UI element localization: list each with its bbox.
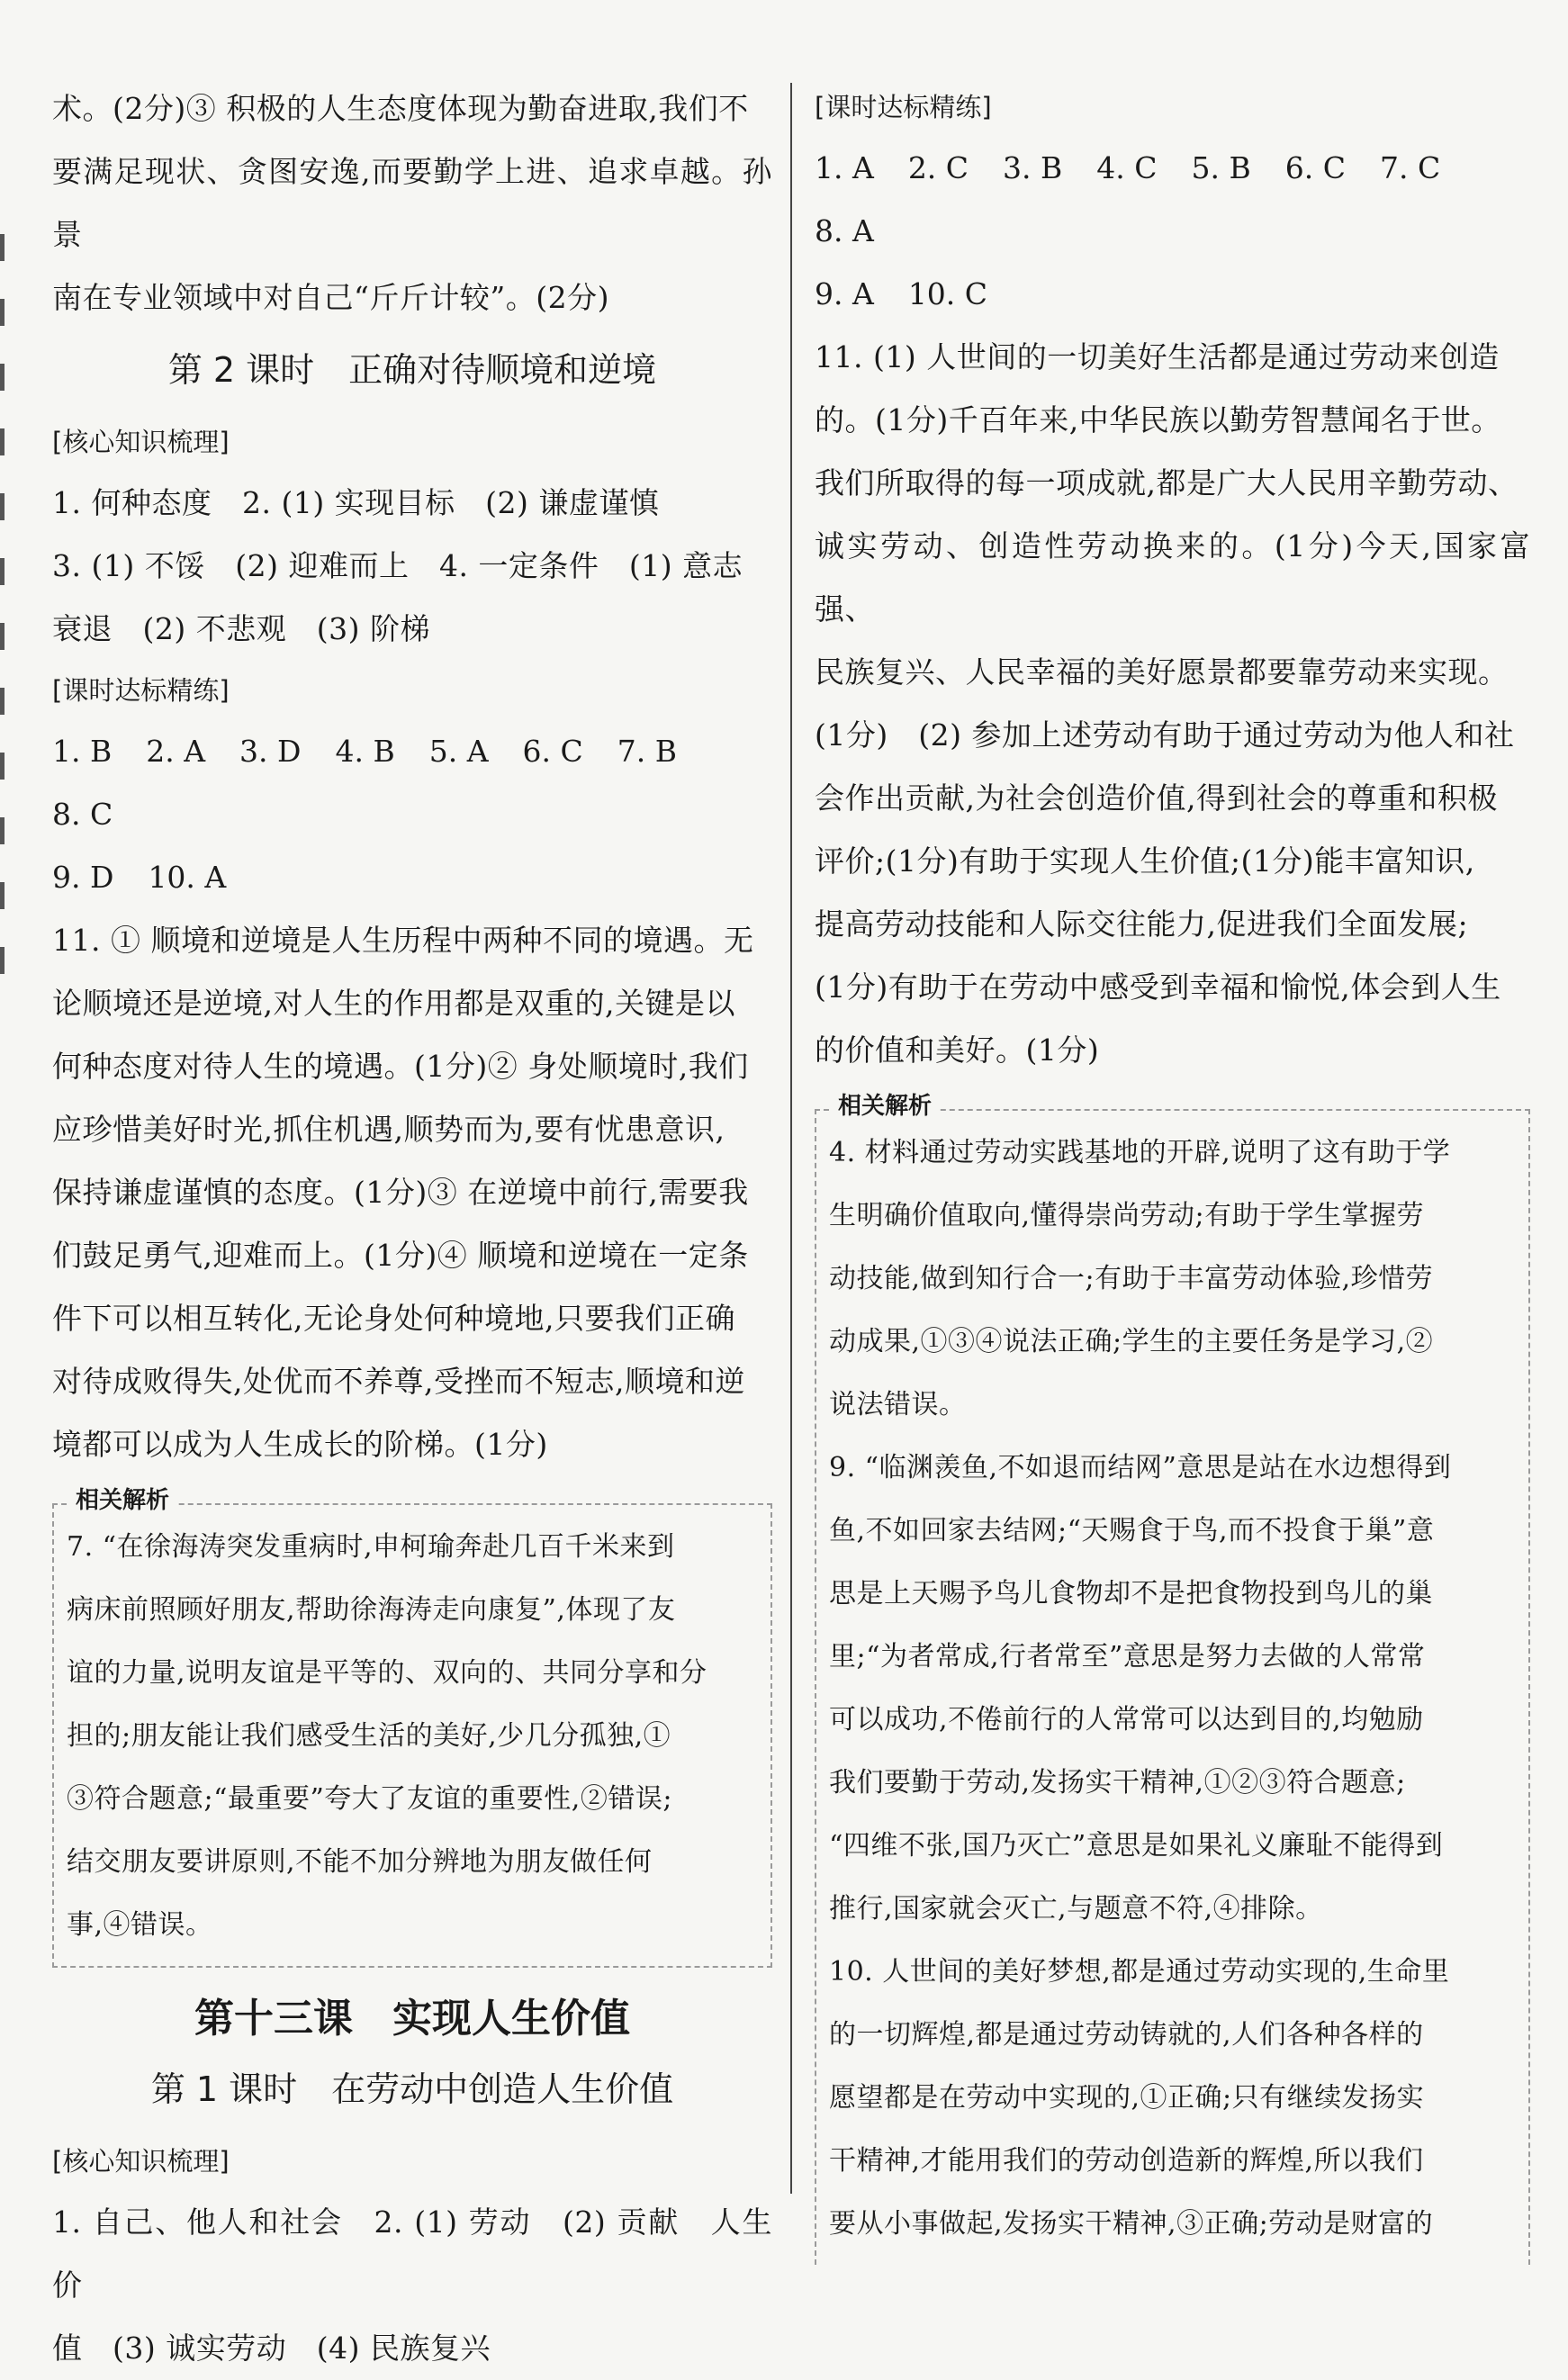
- text-line: 们鼓足勇气,迎难而上。(1分)④ 顺境和逆境在一定条: [52, 1238, 749, 1273]
- choice-answer: 2. C: [907, 150, 969, 185]
- right-column: [815, 77, 1530, 2265]
- analysis-line: 动技能,做到知行合一;有助于丰富劳动体验,珍惜劳: [829, 1263, 1434, 1294]
- intro-paragraph: [52, 77, 772, 329]
- text-line: 衰退 (2) 不悲观 (3) 阶梯: [52, 611, 430, 646]
- text-line: 11. (1) 人世间的一切美好生活都是通过劳动来创造: [815, 339, 1500, 374]
- chapter-title: 第十三课 实现人生价值: [194, 1996, 630, 2042]
- question-11-answer: [52, 909, 772, 1476]
- text-line: 的。(1分)千百年来,中华民族以勤劳智慧闻名于世。: [815, 402, 1501, 437]
- choice-answer: 2. A: [146, 734, 206, 769]
- choice-answer: 8. C: [52, 797, 113, 832]
- analysis-line: 事,④错误。: [67, 1909, 213, 1941]
- choice-answers-row: [815, 263, 1530, 326]
- text-line: 1. 何种态度 2. (1) 实现目标 (2) 谦虚谨慎: [52, 485, 660, 520]
- text-line: 境都可以成为人生成长的阶梯。(1分): [52, 1427, 548, 1462]
- analysis-line: “四维不张,国乃灭亡”意思是如果礼义廉耻不能得到: [829, 1830, 1444, 1862]
- choice-answer: 5. A: [428, 734, 489, 769]
- choice-answer: 6. C: [1284, 150, 1346, 185]
- text-line: 对待成败得失,处优而不养尊,受挫而不短志,顺境和逆: [52, 1364, 745, 1399]
- analysis-line: ③符合题意;“最重要”夸大了友谊的重要性,②错误;: [67, 1783, 672, 1815]
- choice-answer: 1. B: [52, 734, 113, 769]
- text-line: 1. 自己、他人和社会 2. (1) 劳动 (2) 贡献 人生价: [52, 2204, 772, 2303]
- question-11-answer: [815, 326, 1530, 1082]
- analysis-line: 干精神,才能用我们的劳动创造新的辉煌,所以我们: [829, 2145, 1424, 2177]
- text-line: (1分)有助于在劳动中感受到幸福和愉悦,体会到人生: [815, 969, 1501, 1005]
- choice-answer: 9. D: [52, 860, 114, 895]
- choice-answer: 6. C: [522, 734, 583, 769]
- choice-answer: 7. B: [617, 734, 677, 769]
- choice-answer: 3. D: [239, 734, 302, 769]
- choice-answer: 10. C: [907, 276, 988, 311]
- text-line: 的价值和美好。(1分): [815, 1032, 1100, 1068]
- analysis-line: 担的;朋友能让我们感受生活的美好,少几分孤独,①: [67, 1720, 671, 1752]
- text-line: 保持谦虚谨慎的态度。(1分)③ 在逆境中前行,需要我: [52, 1175, 749, 1210]
- text-line: (1分) (2) 参加上述劳动有助于通过劳动为他人和社: [815, 717, 1515, 753]
- choice-answers-row: [52, 846, 772, 909]
- text-line: 术。(2分)③ 积极的人生态度体现为勤奋进取,我们不: [52, 91, 749, 126]
- choice-answer: 8. A: [815, 213, 874, 248]
- text-line: 南在专业领域中对自己“斤斤计较”。(2分): [52, 280, 609, 315]
- text-line: 何种态度对待人生的境遇。(1分)② 身处顺境时,我们: [52, 1049, 749, 1084]
- analysis-line: 可以成功,不倦前行的人常常可以达到目的,均勉励: [829, 1704, 1424, 1735]
- choice-answer: 9. A: [815, 276, 874, 311]
- choice-answer: 10. A: [148, 860, 227, 895]
- choice-answer: 4. B: [335, 734, 395, 769]
- section-tag-practice: [课时达标精练]: [815, 92, 992, 122]
- text-line: 我们所取得的每一项成就,都是广大人民用辛勤劳动、: [815, 465, 1518, 500]
- text-line: 民族复兴、人民幸福的美好愿景都要靠劳动来实现。: [815, 654, 1509, 690]
- text-line: 值 (3) 诚实劳动 (4) 民族复兴: [52, 2330, 491, 2366]
- related-analysis-box: [52, 1487, 772, 1968]
- analysis-line: 鱼,不如回家去结网;“天赐食于鸟,而不投食于巢”意: [829, 1515, 1435, 1546]
- text-line: 要满足现状、贪图安逸,而要勤学上进、追求卓越。孙景: [52, 154, 772, 252]
- section-tag-core-knowledge: [核心知识梳理]: [52, 2146, 230, 2177]
- analysis-line: 愿望都是在劳动中实现的,①正确;只有继续发扬实: [829, 2082, 1425, 2114]
- text-line: 诚实劳动、创造性劳动换来的。(1分)今天,国家富强、: [815, 528, 1530, 627]
- analysis-line: 思是上天赐予鸟儿食物却不是把食物投到鸟儿的巢: [829, 1578, 1433, 1609]
- related-analysis-box: [815, 1093, 1530, 2265]
- binding-edge-marks: [0, 234, 9, 1044]
- text-line: 件下可以相互转化,无论身处何种境地,只要我们正确: [52, 1301, 735, 1336]
- analysis-label: 相关解析: [831, 1091, 939, 1122]
- lesson-1-title: 第 1 课时 在劳动中创造人生价值: [150, 2069, 674, 2109]
- analysis-line: 的一切辉煌,都是通过劳动铸就的,人们各种各样的: [829, 2019, 1424, 2051]
- left-column: [52, 77, 772, 2380]
- choice-answer: 1. A: [815, 150, 874, 185]
- text-line: 评价;(1分)有助于实现人生价值;(1分)能丰富知识,: [815, 843, 1475, 879]
- analysis-line: 我们要勤于劳动,发扬实干精神,①②③符合题意;: [829, 1767, 1406, 1799]
- core-knowledge-answers-2: [52, 2191, 772, 2380]
- section-tag-practice: [课时达标精练]: [52, 675, 230, 706]
- lesson-2-title: 第 2 课时 正确对待顺境和逆境: [167, 350, 657, 390]
- choice-answer: 7. C: [1379, 150, 1441, 185]
- analysis-line: 病床前照顾好朋友,帮助徐海涛走向康复”,体现了友: [67, 1594, 676, 1626]
- text-line: 论顺境还是逆境,对人生的作用都是双重的,关键是以: [52, 986, 735, 1021]
- analysis-line: 9. “临渊羡鱼,不如退而结网”意思是站在水边想得到: [829, 1452, 1452, 1483]
- choice-answers-row: [52, 720, 772, 846]
- analysis-line: 生明确价值取向,懂得崇尚劳动;有助于学生掌握劳: [829, 1200, 1425, 1231]
- text-line: 11. ① 顺境和逆境是人生历程中两种不同的境遇。无: [52, 923, 754, 958]
- text-line: 3. (1) 不馁 (2) 迎难而上 4. 一定条件 (1) 意志: [52, 548, 743, 583]
- analysis-line: 4. 材料通过劳动实践基地的开辟,说明了这有助于学: [829, 1137, 1451, 1168]
- analysis-line: 10. 人世间的美好梦想,都是通过劳动实现的,生命里: [829, 1956, 1450, 1988]
- choice-answers-row: [815, 137, 1530, 263]
- choice-answer: 4. C: [1096, 150, 1158, 185]
- analysis-line: 说法错误。: [829, 1389, 967, 1420]
- core-knowledge-answers: [52, 472, 772, 661]
- choice-answer: 5. B: [1191, 150, 1251, 185]
- analysis-line: 要从小事做起,发扬实干精神,③正确;劳动是财富的: [829, 2208, 1434, 2240]
- analysis-line: 7. “在徐海涛突发重病时,申柯瑜奔赴几百千米来到: [67, 1531, 675, 1563]
- analysis-line: 里;“为者常成,行者常至”意思是努力去做的人常常: [829, 1641, 1426, 1672]
- section-tag-core-knowledge: [核心知识梳理]: [52, 427, 230, 457]
- choice-answer: 3. B: [1003, 150, 1063, 185]
- analysis-line: 推行,国家就会灭亡,与题意不符,④排除。: [829, 1893, 1323, 1925]
- analysis-label: 相关解析: [68, 1485, 176, 1516]
- text-line: 应珍惜美好时光,抓住机遇,顺势而为,要有忧患意识,: [52, 1112, 725, 1147]
- analysis-line: 结交朋友要讲原则,不能不加分辨地为朋友做任何: [67, 1846, 653, 1878]
- text-line: 提高劳动技能和人际交往能力,促进我们全面发展;: [815, 906, 1469, 942]
- analysis-line: 谊的力量,说明友谊是平等的、双向的、共同分享和分: [67, 1657, 707, 1689]
- column-divider: [790, 83, 792, 2194]
- analysis-line: 动成果,①③④说法正确;学生的主要任务是学习,②: [829, 1326, 1434, 1357]
- text-line: 会作出贡献,为社会创造价值,得到社会的尊重和积极: [815, 780, 1498, 816]
